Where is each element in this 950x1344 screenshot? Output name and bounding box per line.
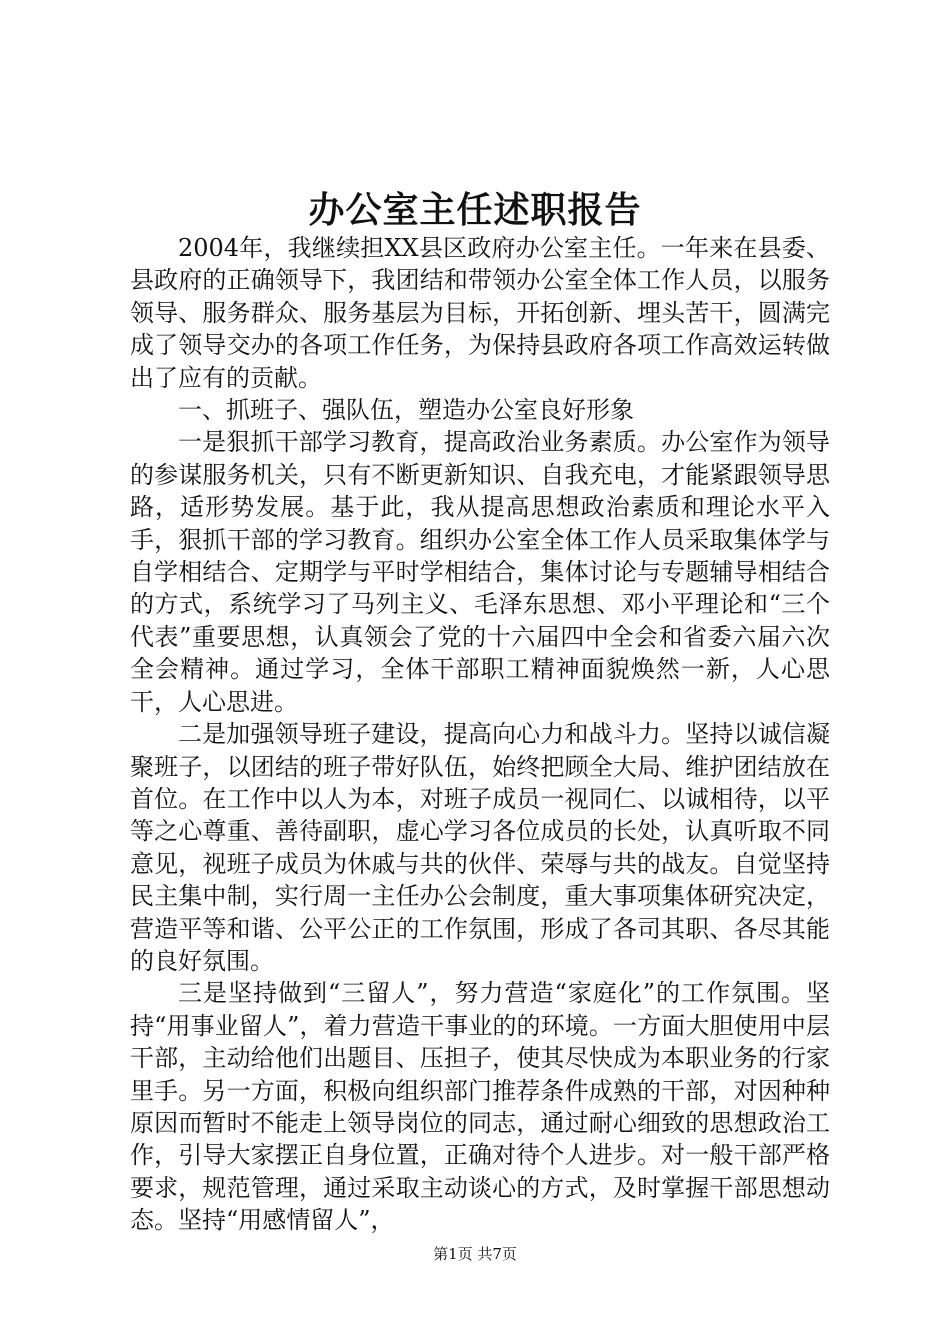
document-title: 办公室主任述职报告 bbox=[308, 189, 642, 231]
document-body bbox=[130, 232, 830, 1237]
body-paragraph: 一是狠抓干部学习教育，提高政治业务素质。办公室作为领导的参谋服务机关，只有不断更新知识、自我充电，才能紧跟领导思路，适形势发展。基于此，我从提高思想政治素质和理论水平入手，狠抓干部的学习教育。组织办公室全体工作人员采取集体学与自学相结合、定期学与平时学相结合，集体讨论与专题辅导相结合的方式，系统学习了马列主义、毛泽东思想、邓小平理论和“三个代表”重要思想，认真领会了党的十六届四中全会和省委六届六次全会精神。通过学习，全体干部职工精神面貌焕然一新，人心思干，人心思进。 bbox=[130, 428, 830, 716]
intro-paragraph: 2004年，我继续担XX县区政府办公室主任。一年来在县委、县政府的正确领导下，我团结和带领办公室全体工作人员，以服务领导、服务群众、服务基层为目标，开拓创新、埋头苦干，圆满完成了领导交办的各项工作任务，为保持县政府各项工作高效运转做出了应有的贡献。 bbox=[130, 234, 830, 392]
page-number-footer: 第1页 共7页 bbox=[433, 1245, 517, 1263]
body-paragraph: 三是坚持做到“三留人”，努力营造“家庭化”的工作氛围。坚持“用事业留人”，着力营造干事业的的环境。一方面大胆使用中层干部，主动给他们出题目、压担子，使其尽快成为本职业务的行家里手。另一方面，积极向组织部门推荐条件成熟的干部，对因种种原因而暂时不能走上领导岗位的同志，通过耐心细致的思想政治工作，引导大家摆正自身位置，正确对待个人进步。对一般干部严格要求，规范管理，通过采取主动谈心的方式，及时掌握干部思想动态。坚持“用感情留人”， bbox=[130, 979, 830, 1235]
body-paragraph: 二是加强领导班子建设，提高向心力和战斗力。坚持以诚信凝聚班子，以团结的班子带好队伍，始终把顾全大局、维护团结放在首位。在工作中以人为本，对班子成员一视同仁、以诚相待，以平等之心尊重、善待副职，虚心学习各位成员的长处，认真听取不同意见，视班子成员为休戚与共的伙伴、荣辱与共的战友。自觉坚持民主集中制，实行周一主任办公会制度，重大事项集体研究决定，营造平等和谐、公平公正的工作氛围，形成了各司其职、各尽其能的良好氛围。 bbox=[130, 720, 830, 975]
section-heading: 一、抓班子、强队伍，塑造办公室良好形象 bbox=[178, 396, 634, 425]
